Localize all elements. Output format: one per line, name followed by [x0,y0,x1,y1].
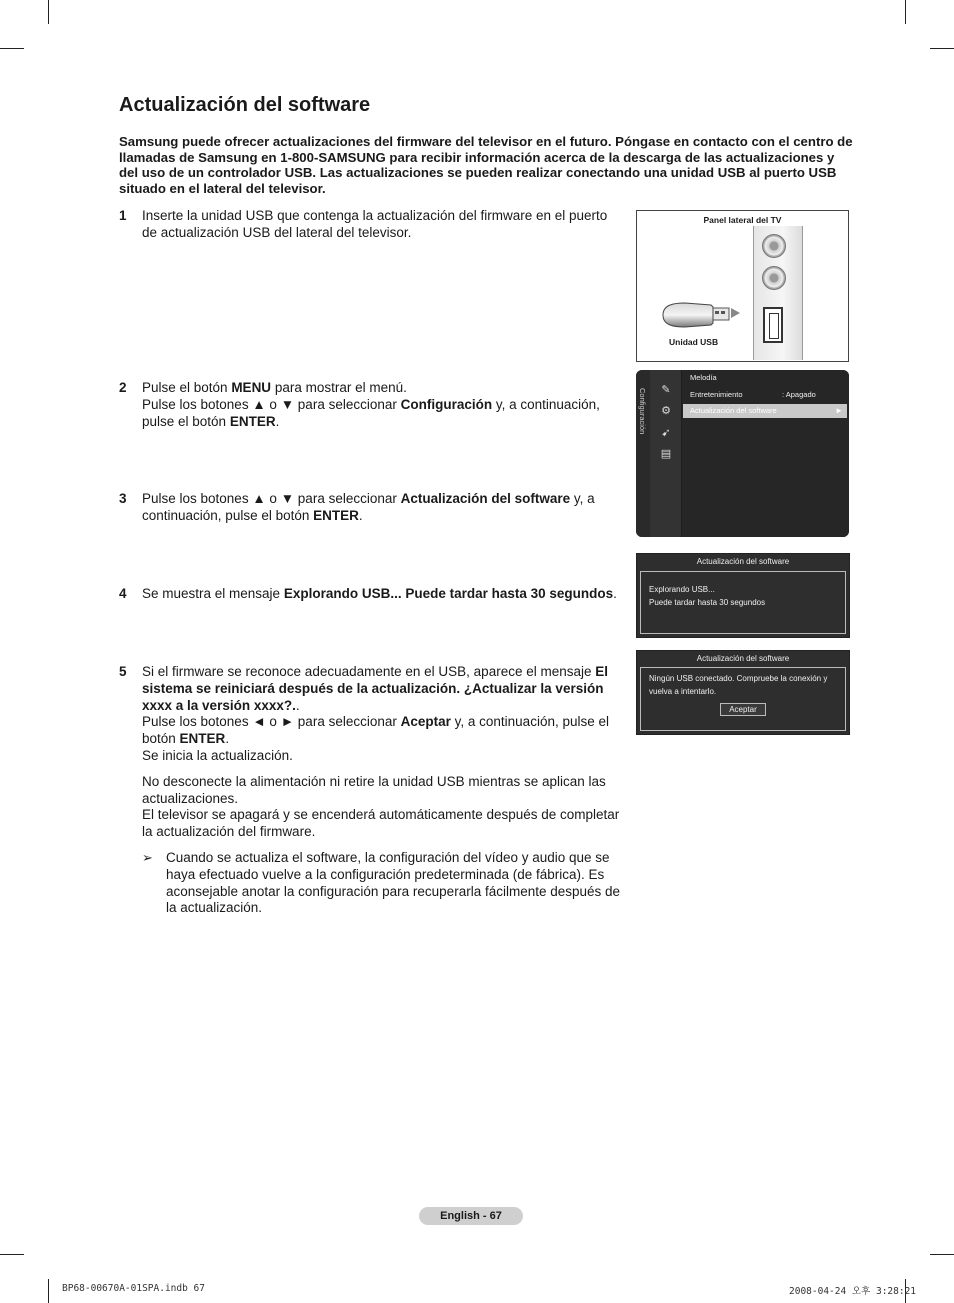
step-text: El televisor se apagará y se encenderá automáticamente después de completar la actualización del firmware. [142,807,620,840]
crop-mark [930,1254,954,1255]
step-text: Inserte la unidad USB que contenga la actualización del firmware en el puerto de actualización USB del lateral del televisor. [142,208,608,240]
step-3 [119,491,609,525]
audio-jack-icon [762,266,786,290]
gear-icon[interactable]: ⚙ [661,405,671,417]
audio-jack-icon [762,234,786,258]
accept-button[interactable]: Aceptar [720,703,766,716]
menu-icon-column [650,370,681,537]
note [142,850,624,917]
page-number: English - 67 [419,1207,523,1225]
dialog-body [640,667,846,731]
menu-item-value: : Apagado [782,390,816,399]
step-text: Pulse los botones ▲ o ▼ para seleccionar Actualización del software y, a continuación, pulse el botón ENTER. [142,491,595,523]
chevron-right-icon: ► [835,406,843,415]
crop-mark [48,0,49,24]
menu-side-label: Configuración [636,370,650,537]
step-4 [119,586,624,603]
step-number: 5 [119,664,127,679]
menu-item-entretenimiento[interactable]: Entretenimiento : Apagado [690,388,847,402]
menu-items [682,370,849,537]
step-2 [119,380,609,430]
step-number: 4 [119,586,127,601]
input-icon: ➹ [661,427,671,439]
print-info-date: 2008-04-24 오후 3:28:21 [789,1286,917,1297]
tv-side-panel [753,226,803,360]
step-text: Pulse el botón MENU para mostrar el menú. [142,380,407,395]
step-text: Pulse los botones ▲ o ▼ para seleccionar Configuración y, a continuación, pulse el botón ENTER. [142,396,600,429]
insert-arrow-icon [731,308,740,318]
dialog-no-usb [636,650,850,735]
dialog-text: Explorando USB... [649,585,715,594]
intro-paragraph: Samsung puede ofrecer actualizaciones del firmware del televisor en el futuro. Póngase en contacto con el centro de llamadas de Samsung en 1-800-SAMSUNG para recibir información acerca de la descarga de las actualizaciones y del uso de un controlador USB. Las actualizaciones se pueden realizar conectando una unidad USB al puerto USB situado en el lateral del televisor. [119,134,853,197]
dialog-title: Actualización del software [696,557,790,566]
step-text: Si el firmware se reconoce adecuadamente en el USB, aparece el mensaje El sistema se reiniciará después de la actualización. ¿Actualizar la versión xxxx a la versión xxxx?.. Pulse los botones ◄ o ► para seleccionar Aceptar y, a continuación, pulse el botón ENTER. Se inicia la actualización. [142,664,609,763]
step-number: 1 [119,208,127,223]
figure-caption: Panel lateral del TV [703,215,782,225]
crop-mark [930,48,954,49]
menu-item-melodia[interactable]: Melodía [690,373,717,382]
note-arrow-icon: ➢ [142,849,153,865]
crop-mark [48,1279,49,1303]
page-title: Actualización del software [119,94,371,116]
usb-stick-icon [659,299,737,331]
usb-port-icon [763,307,783,343]
dialog-body [640,571,846,634]
crop-mark [905,0,906,24]
dialog-scanning-usb [636,553,850,638]
figure-caption: Unidad USB [669,337,719,347]
step-5 [119,664,624,917]
step-1 [119,208,609,242]
picture-icon: ✎ [661,384,671,396]
crop-mark [0,1254,24,1255]
dialog-title: Actualización del software [696,654,790,663]
crop-mark [0,48,24,49]
usb-panel-figure [636,210,849,362]
note-text: Cuando se actualiza el software, la configuración del vídeo y audio que se haya efectuado vuelve a la configuración predeterminada (de fábrica). Es aconsejable anotar la configuración para recuperarla fácilmente después de la actualización. [166,849,621,916]
application-icon: ▤ [660,448,672,460]
dialog-text: Ningún USB conectado. Compruebe la conexión y vuelva a intentarlo. [649,674,828,696]
print-info-file: BP68-00670A-01SPA.indb 67 [62,1283,205,1294]
setup-menu-screen [636,370,849,537]
step-number: 3 [119,491,127,506]
dialog-text: Puede tardar hasta 30 segundos [649,597,766,607]
step-number: 2 [119,380,127,395]
step-text: No desconecte la alimentación ni retire la unidad USB mientras se aplican las actualizaciones. [142,773,606,806]
step-text: Se muestra el mensaje Explorando USB... Puede tardar hasta 30 segundos. [142,586,617,601]
menu-item-actualizacion-software[interactable]: Actualización del software ► [683,404,847,418]
